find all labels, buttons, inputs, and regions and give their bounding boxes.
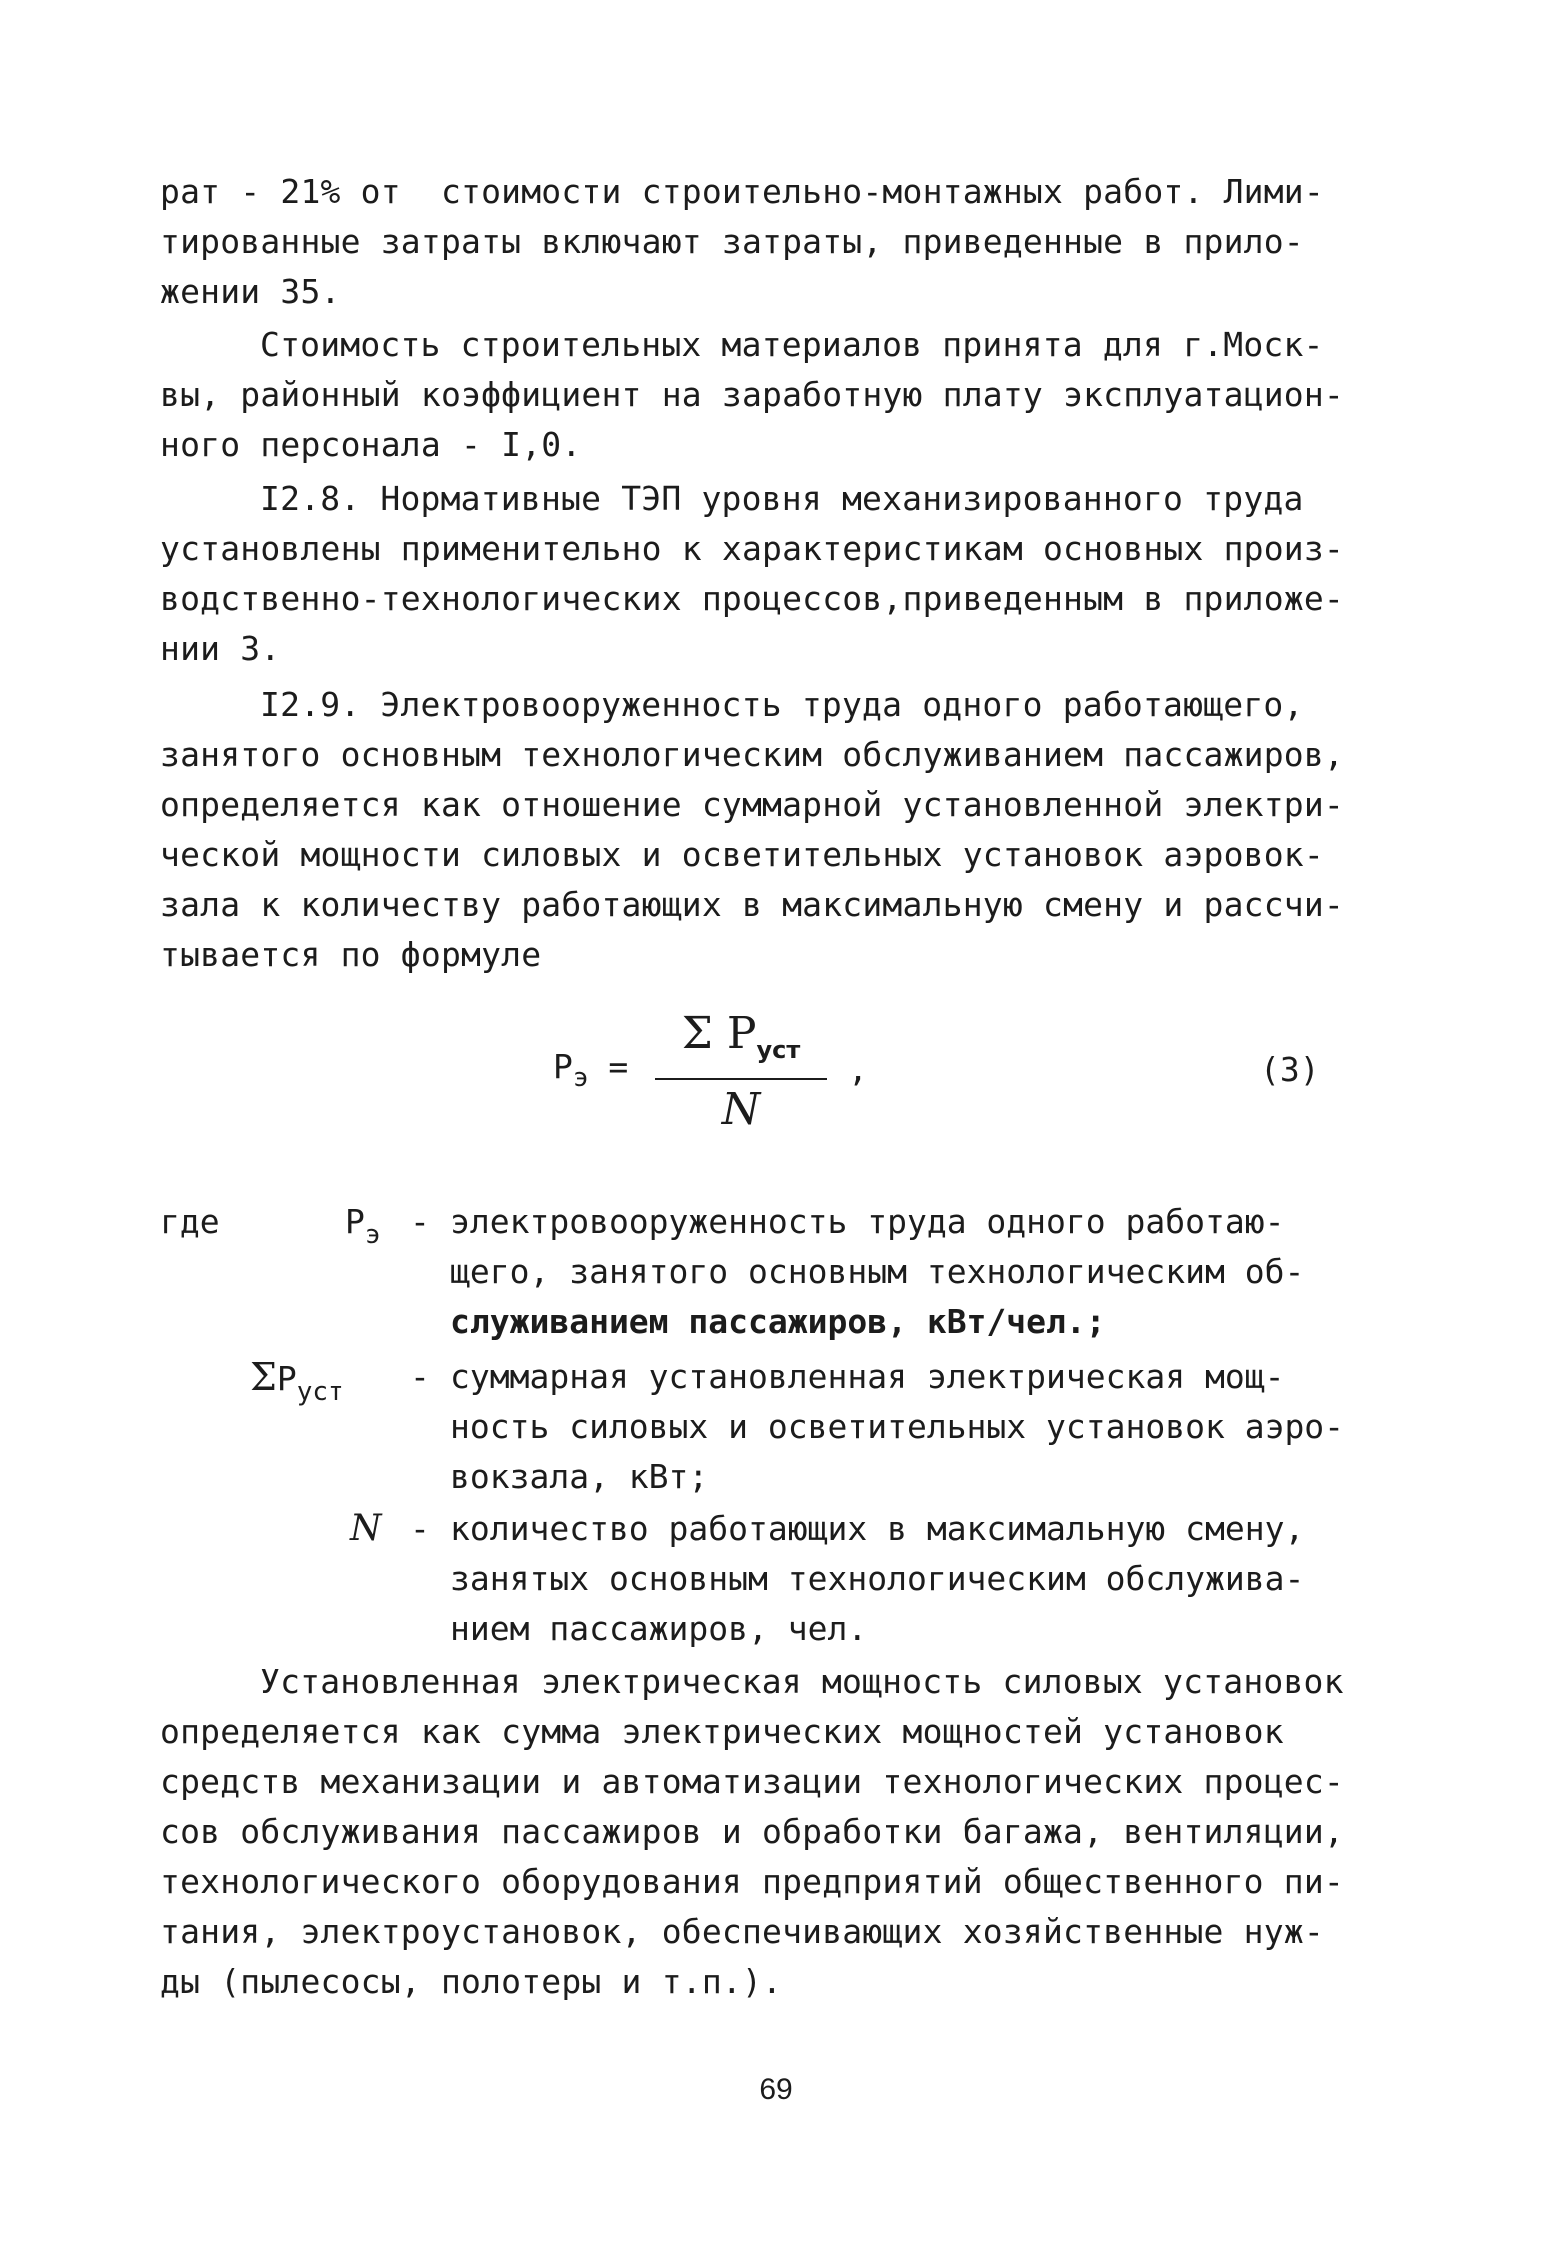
definition-2-line-1: суммарная установленная электрическая мощ- — [450, 1357, 1285, 1396]
paragraph-4-line-6: тывается по формуле — [160, 935, 542, 974]
paragraph-4-line-1: I2.9. Электровооруженность труда одного работающего, — [260, 685, 1304, 724]
paragraph-3-line-3: водственно-технологических процессов,приведенным в приложе- — [160, 579, 1344, 618]
definition-3-symbol — [350, 1507, 382, 1551]
paragraph-3-line-2: установлены применительно к характеристикам основных произ- — [160, 529, 1344, 568]
formula-comma: , — [848, 1050, 868, 1089]
formula-number: (3) — [1260, 1050, 1320, 1089]
definition-1-line-1: электровооруженность труда одного работаю- — [450, 1202, 1285, 1241]
paragraph-2-line-3: ного персонала - I,0. — [160, 425, 582, 464]
paragraph-5-line-2: определяется как сумма электрических мощностей установок — [160, 1712, 1284, 1751]
definition-2-symbol — [250, 1355, 344, 1414]
paragraph-5-line-7: ды (пылесосы, полотеры и т.п.). — [160, 1962, 783, 2001]
definition-1-symbol — [345, 1200, 381, 1257]
paragraph-4-line-3: определяется как отношение суммарной установленной электри- — [160, 785, 1344, 824]
definition-2-symbol-letter: P — [276, 1359, 297, 1398]
formula-equals: = — [608, 1047, 629, 1086]
paragraph-5-line-3: средств механизации и автоматизации технологических процес- — [160, 1762, 1344, 1801]
definition-2-symbol-subscript: уст — [296, 1377, 344, 1407]
paragraph-1-line-3: жении 35. — [160, 272, 341, 311]
formula-numerator-symbol: P — [726, 1008, 757, 1059]
paragraph-4-line-2: занятого основным технологическим обслуживанием пассажиров, — [160, 735, 1344, 774]
formula-sigma: Σ — [681, 1008, 713, 1059]
fraction-bar — [655, 1078, 827, 1080]
definition-2-dash: - — [410, 1357, 430, 1396]
formula-denominator: N — [721, 1084, 761, 1135]
formula-numerator — [655, 1008, 827, 1076]
definition-1-symbol-subscript: э — [364, 1220, 381, 1250]
definition-1-dash: - — [410, 1202, 430, 1241]
definition-3-dash: - — [410, 1509, 430, 1548]
definition-2-line-2: ность силовых и осветительных установок аэро- — [450, 1407, 1345, 1446]
paragraph-5-line-4: сов обслуживания пассажиров и обработки багажа, вентиляции, — [160, 1812, 1344, 1851]
definition-1-line-2: щего, занятого основным технологическим об- — [450, 1252, 1305, 1291]
formula-fraction — [655, 1008, 827, 1148]
paragraph-2-line-2: вы, районный коэффициент на заработную плату эксплуатацион- — [160, 375, 1344, 414]
paragraph-4-line-5: зала к количеству работающих в максимальную смену и рассчи- — [160, 885, 1344, 924]
paragraph-4-line-4: ческой мощности силовых и осветительных установок аэровок- — [160, 835, 1324, 874]
formula-lhs-subscript: э — [572, 1063, 589, 1093]
definition-1-line-3: служиванием пассажиров, кВт/чел.; — [450, 1302, 1106, 1341]
paragraph-5-line-1: Установленная электрическая мощность силовых установок — [260, 1662, 1344, 1701]
paragraph-1-line-1: рат - 21% от стоимости строительно-монтажных работ. Лими- — [160, 172, 1324, 211]
definition-3-line-2: занятых основным технологическим обслужива- — [450, 1559, 1305, 1598]
formula-numerator-subscript: уст — [756, 1036, 801, 1064]
formula-lhs-symbol: P — [553, 1047, 573, 1086]
paragraph-5-line-5: технологического оборудования предприятий общественного пи- — [160, 1862, 1344, 1901]
definition-3-line-1: количество работающих в максимальную смену, — [450, 1509, 1305, 1548]
page-number: 69 — [759, 2073, 793, 2106]
definition-3-line-3: нием пассажиров, чел. — [450, 1609, 868, 1648]
paragraph-2-line-1: Стоимость строительных материалов принята для г.Моск- — [260, 325, 1324, 364]
formula-lhs — [553, 1045, 628, 1100]
definition-3-symbol-letter: N — [350, 1508, 382, 1549]
paragraph-1-line-2: тированные затраты включают затраты, приведенные в прило- — [160, 222, 1304, 261]
paragraph-3-line-1: I2.8. Нормативные ТЭП уровня механизированного труда — [260, 479, 1304, 518]
definition-1-symbol-letter: P — [345, 1202, 365, 1241]
paragraph-3-line-4: нии 3. — [160, 629, 281, 668]
definition-2-line-3: вокзала, кВт; — [450, 1457, 709, 1496]
paragraph-5-line-6: тания, электроустановок, обеспечивающих хозяйственные нуж- — [160, 1912, 1324, 1951]
where-label: где — [160, 1202, 220, 1241]
definition-2-sigma: Σ — [250, 1355, 277, 1399]
